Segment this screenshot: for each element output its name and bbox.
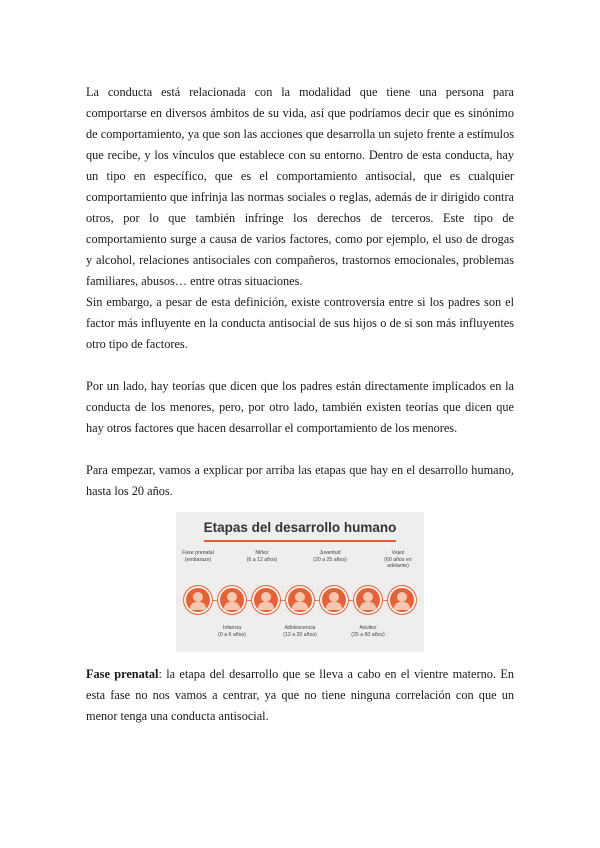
prenatal-heading: Fase prenatal bbox=[86, 667, 159, 681]
paragraph-intro: La conducta está relacionada con la modalidad que tiene una persona para comportarse en diversos ámbitos de su vida, así que podríamos decir que es sinónimo de comportamiento, ya que son las acciones que desarrolla un sujeto frente a estímulos que recibe, y los vínculos que establece con su entorno. Dentro de esta conducta, hay un tipo en específico, que es el comportamiento antisocial, que es cualquier comportamiento que infrinja las normas sociales o reglas, además de ir dirigido contra otros, por lo que también infringe los derechos de terceros. Este tipo de comportamiento surge a causa de varios factores, como por ejemplo, el uso de drogas y alcohol, relaciones antisociales con compañeros, trastornos emocionales, problemas familiares, abusos… entre otras situaciones. bbox=[86, 85, 514, 288]
paragraph-controversy: Sin embargo, a pesar de esta definición, existe controversia entre si los padres son el factor más influyente en la conducta antisocial de sus hijos o de si son más influyentes otro tipo de factores. bbox=[86, 295, 514, 351]
paragraph-theories: Por un lado, hay teorías que dicen que los padres están directamente implicados en la conducta de los menores, pero, por otro lado, también existen teorías que dicen que hay otros factores que hacen desarrollar el comportamiento de los menores. bbox=[86, 379, 514, 435]
development-stages-figure bbox=[176, 512, 424, 652]
stage-icon-juventud bbox=[322, 588, 346, 612]
stage-label-adolescencia: Adolescencia (12 a 20 años) bbox=[283, 625, 317, 638]
prenatal-text: : la etapa del desarrollo que se lleva a cabo en el vientre materno. En esta fase no nos vamos a centrar, ya que no tiene ninguna correlación con que un menor tenga una conducta antisocial. bbox=[86, 667, 514, 723]
stage-icon-prenatal bbox=[186, 588, 210, 612]
paragraph-prenatal bbox=[86, 664, 514, 727]
stage-label-vejez: Vejez (60 años en adelante) bbox=[384, 550, 412, 569]
paragraph-stages-intro: Para empezar, vamos a explicar por arriba las etapas que hay en el desarrollo humano, hasta los 20 años. bbox=[86, 463, 514, 498]
stage-icon-ninez bbox=[254, 588, 278, 612]
stage-label-ninez: Niñez (6 a 12 años) bbox=[246, 550, 278, 563]
figure-title: Etapas del desarrollo humano bbox=[203, 520, 397, 535]
stage-label-adultez: Adultez (25 a 60 años) bbox=[351, 625, 385, 638]
stage-icon-infancia bbox=[220, 588, 244, 612]
stage-icon-adolescencia bbox=[288, 588, 312, 612]
stage-icon-adultez bbox=[356, 588, 380, 612]
stage-icon-vejez bbox=[390, 588, 414, 612]
figure-title-rule bbox=[204, 540, 396, 542]
document-page bbox=[86, 82, 514, 727]
stage-label-infancia: Infancia (0 a 6 años) bbox=[218, 625, 246, 638]
stage-label-juventud: Juventud (20 a 25 años) bbox=[313, 550, 347, 563]
stage-label-prenatal: Fase prenatal (embarazo) bbox=[182, 550, 214, 563]
